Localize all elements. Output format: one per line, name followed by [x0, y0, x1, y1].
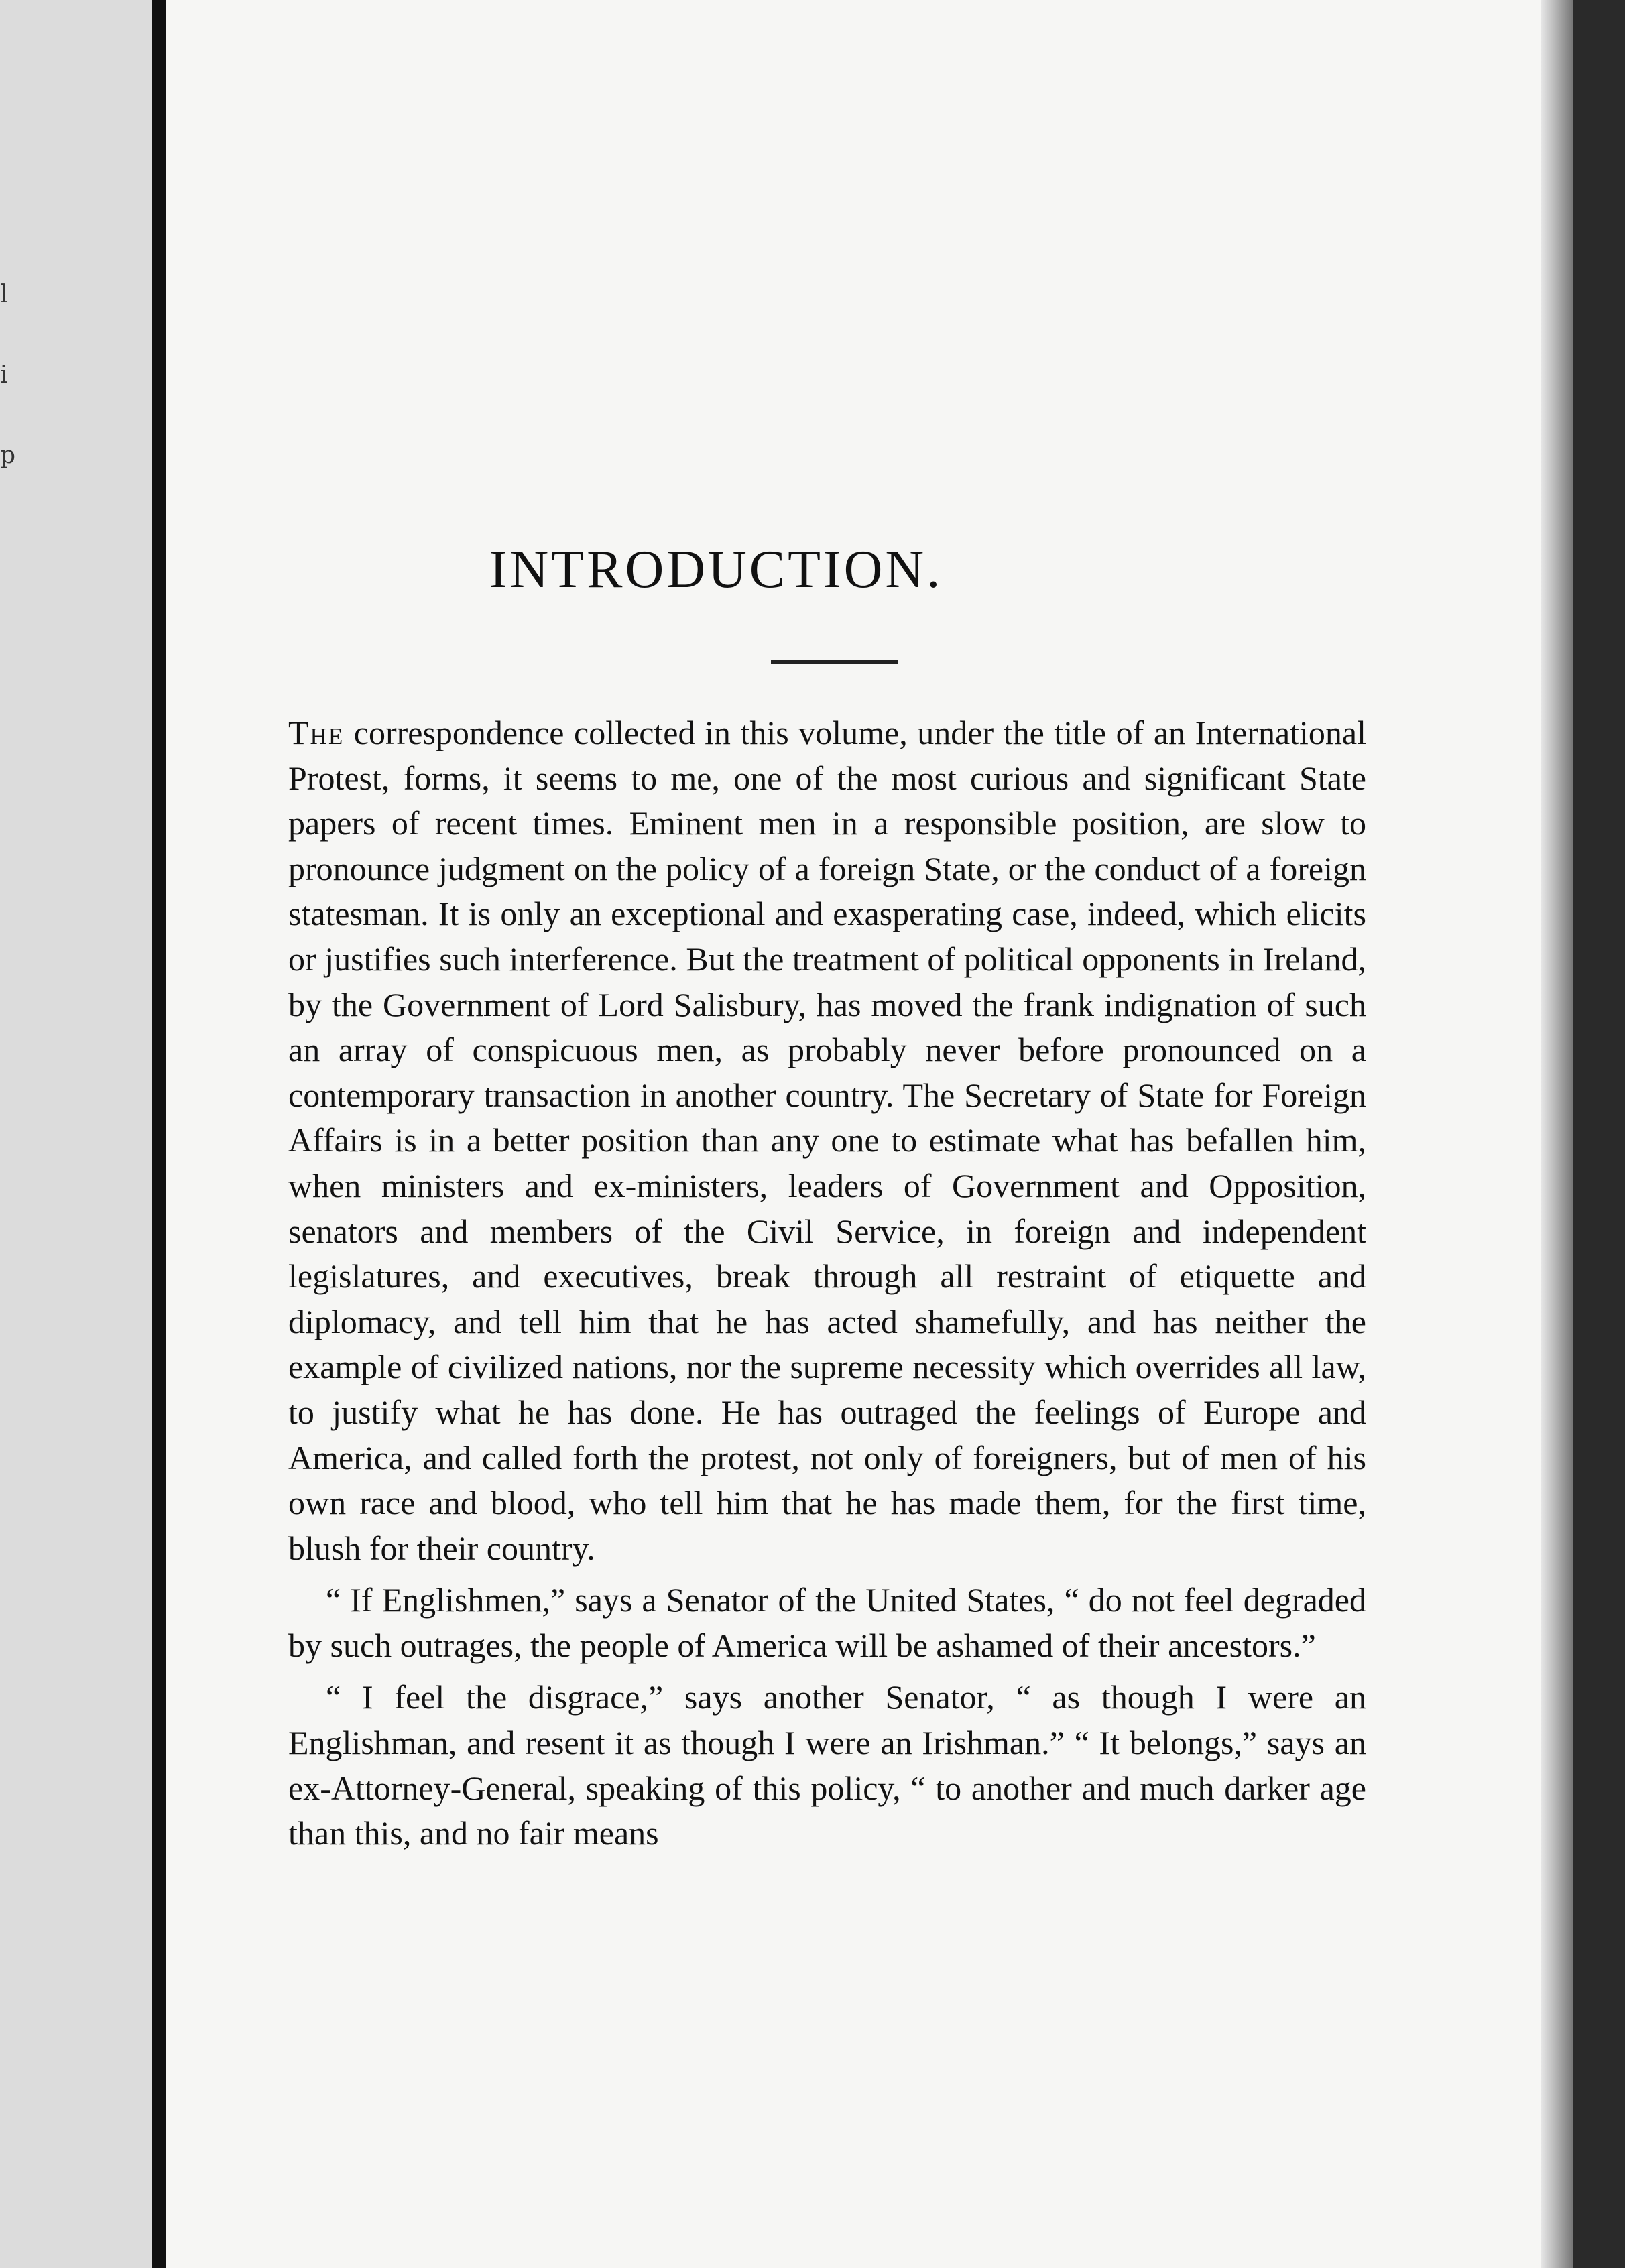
page-edge-shadow: [1541, 0, 1573, 2268]
facing-page-marks: l i p: [0, 281, 16, 469]
paragraph-3: “ I feel the disgrace,” says another Senator, “ as though I were an Englishman, and resent it as though I were an Irishman.” “ It belongs,” says an ex-Attorney-General, speaking of this policy, “ to another and much darker age than this, and no fair means: [288, 1678, 1366, 1852]
book-cover-edge: [1573, 0, 1625, 2268]
paragraph-1: [288, 710, 1366, 1571]
body-text: [288, 710, 1366, 1856]
page-title: INTRODUCTION.: [489, 540, 943, 599]
paragraph-2: “ If Englishmen,” says a Senator of the United States, “ do not feel degraded by such outrages, the people of America will be ashamed of their ancestors.”: [288, 1581, 1366, 1664]
facing-page-margin: [0, 0, 154, 2268]
book-gutter: [152, 0, 166, 2268]
paragraph-text: correspondence collected in this volume, under the title of an International Protest, forms, it seems to me, one of the most curious and significant State papers of recent times. Eminent men in a responsible position, are slow to pronounce judgment on the policy of a foreign State, or the conduct of a foreign statesman. It is only an exceptional and exasperating case, indeed, which elicits or justifies such interference. But the treatment of political opponents in Ireland, by the Government of Lord Salisbury, has moved the frank indignation of such an array of conspicuous men, as probably never before pronounced on a contemporary transaction in another country. The Secretary of State for Foreign Affairs is in a better position than any one to estimate what has befallen him, when ministers and ex-ministers, leaders of Government and Opposition, senators and members of the Civil Service, in foreign and independent legislatures, and executives, break through all restraint of etiquette and diplomacy, and tell him that he has acted shamefully, and has neither the example of civilized nations, nor the supreme necessity which overrides all law, to justify what he has done. He has outraged the feelings of Europe and America, and called forth the protest, not only of foreigners, but of men of his own race and blood, who tell him that he has made them, for the first time, blush for their country.: [288, 714, 1367, 1567]
title-rule: [771, 660, 898, 664]
paragraph-lead-word: The: [288, 714, 345, 751]
